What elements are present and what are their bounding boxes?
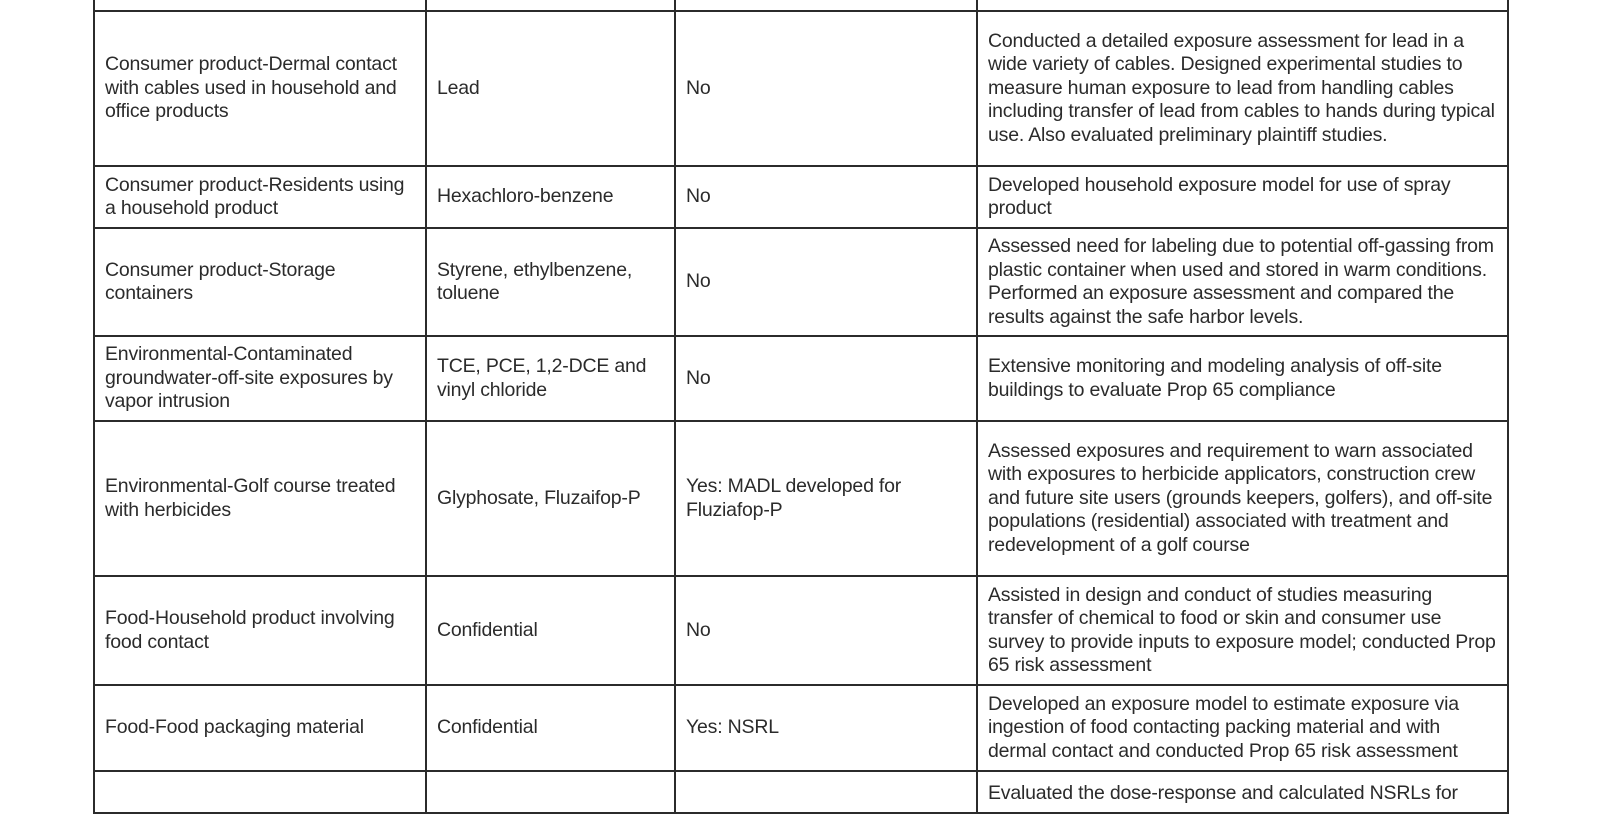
cell-category: Environmental-Golf course treated with herbicides	[94, 421, 426, 576]
cell-chemical: Confidential	[426, 685, 675, 771]
cell-category	[94, 771, 426, 813]
cell-description: Developed household exposure model for use of spray product	[977, 166, 1508, 228]
cell-description: Assessed exposures and requirement to warn associated with exposures to herbicide applicators, construction crew and future site users (grounds keepers, golfers), and off-site populations (residential) associated with treatment and redevelopment of a golf course	[977, 421, 1508, 576]
cell-safe-harbor	[675, 771, 977, 813]
table-row	[94, 166, 1508, 228]
cell-safe-harbor	[675, 0, 977, 11]
cell-category: Consumer product-Storage containers	[94, 228, 426, 336]
cell-chemical: Styrene, ethylbenzene, toluene	[426, 228, 675, 336]
table-row	[94, 228, 1508, 336]
cell-description: Assessed need for labeling due to potential off-gassing from plastic container when used and stored in warm conditions. Performed an exposure assessment and compared the results against the safe harbor levels.	[977, 228, 1508, 336]
cell-safe-harbor: No	[675, 11, 977, 166]
cell-chemical: Confidential	[426, 576, 675, 685]
cell-category: Environmental-Contaminated groundwater-off-site exposures by vapor intrusion	[94, 336, 426, 421]
prop65-projects-table	[93, 0, 1509, 814]
cell-description	[977, 0, 1508, 11]
cell-category: Consumer product-Dermal contact with cables used in household and office products	[94, 11, 426, 166]
cell-safe-harbor: No	[675, 576, 977, 685]
cell-safe-harbor: Yes: NSRL	[675, 685, 977, 771]
cell-safe-harbor: No	[675, 166, 977, 228]
table-row	[94, 685, 1508, 771]
cell-category: Consumer product-Residents using a household product	[94, 166, 426, 228]
cell-chemical: TCE, PCE, 1,2-DCE and vinyl chloride	[426, 336, 675, 421]
cell-description: Evaluated the dose-response and calculated NSRLs for	[977, 771, 1508, 813]
cell-chemical	[426, 0, 675, 11]
table-row-partial-bottom	[94, 771, 1508, 813]
cell-chemical: Glyphosate, Fluzaifop-P	[426, 421, 675, 576]
cell-category: Food-Food packaging material	[94, 685, 426, 771]
cell-chemical	[426, 771, 675, 813]
table-row	[94, 421, 1508, 576]
table-row-partial-top	[94, 0, 1508, 11]
cell-description: Assisted in design and conduct of studies measuring transfer of chemical to food or skin and consumer use survey to provide inputs to exposure model; conducted Prop 65 risk assessment	[977, 576, 1508, 685]
cell-description: Extensive monitoring and modeling analysis of off-site buildings to evaluate Prop 65 compliance	[977, 336, 1508, 421]
cell-description: Developed an exposure model to estimate exposure via ingestion of food contacting packing material and with dermal contact and conducted Prop 65 risk assessment	[977, 685, 1508, 771]
table-row	[94, 576, 1508, 685]
table-row	[94, 11, 1508, 166]
cell-category: Food-Household product involving food contact	[94, 576, 426, 685]
cell-safe-harbor: Yes: MADL developed for Fluziafop-P	[675, 421, 977, 576]
cell-category	[94, 0, 426, 11]
cell-chemical: Hexachloro-benzene	[426, 166, 675, 228]
cell-description: Conducted a detailed exposure assessment for lead in a wide variety of cables. Designed experimental studies to measure human exposure to lead from handling cables including transfer of lead from cables to hands during typical use. Also evaluated preliminary plaintiff studies.	[977, 11, 1508, 166]
cell-safe-harbor: No	[675, 336, 977, 421]
document-page	[93, 0, 1507, 804]
table-row	[94, 336, 1508, 421]
cell-safe-harbor: No	[675, 228, 977, 336]
cell-chemical: Lead	[426, 11, 675, 166]
